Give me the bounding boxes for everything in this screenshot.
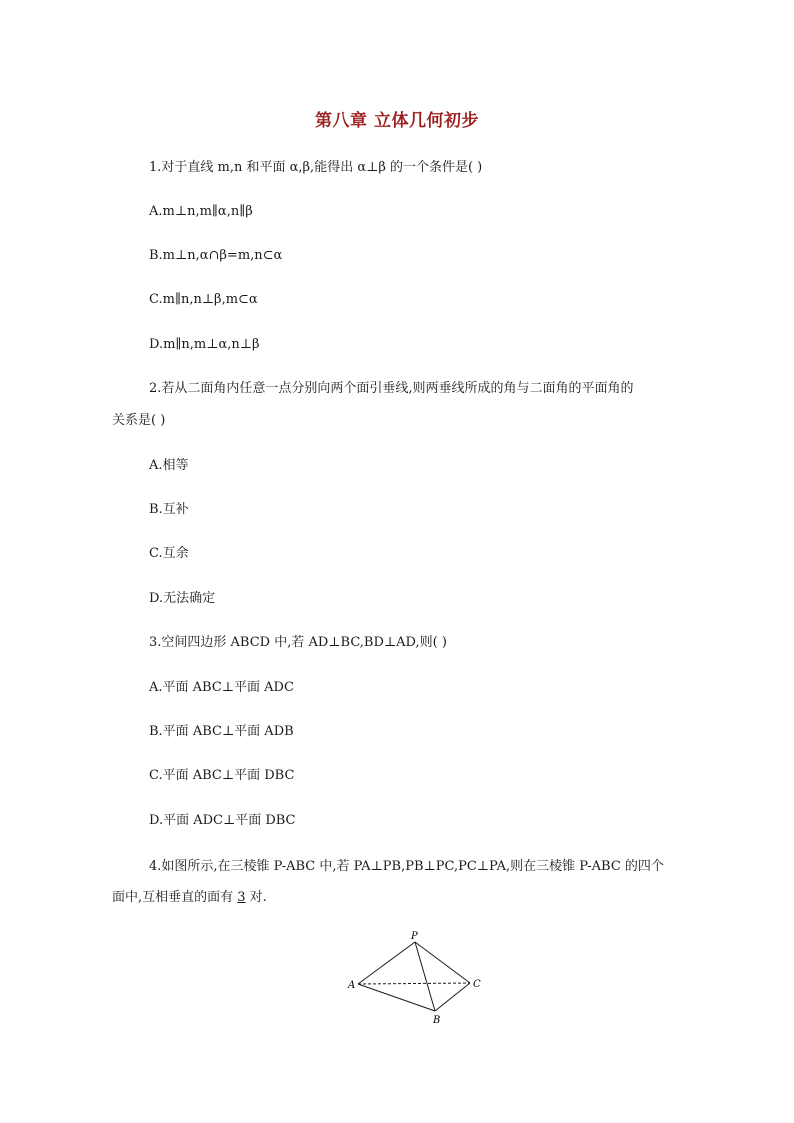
question-3-option-a: A.平面 ABC⊥平面 ADC	[149, 680, 294, 695]
question-2-option-b: B.互补	[149, 502, 189, 517]
question-3-option-d: D.平面 ADC⊥平面 DBC	[149, 813, 296, 828]
question-2-stem-continued: 关系是( )	[112, 413, 166, 428]
question-1-option-a: A.m⊥n,m∥α,n∥β	[149, 204, 253, 219]
question-4-text: 如图所示,在三棱锥 P-ABC 中,若 PA⊥PB,PB⊥PC,PC⊥PA,则在三棱锥 P-ABC 的四个	[161, 859, 664, 874]
question-2-option-d: D.无法确定	[149, 591, 216, 606]
question-2-option-c: C.互余	[149, 546, 189, 561]
question-4-stem	[149, 858, 664, 876]
question-1-option-d: D.m∥n,m⊥α,n⊥β	[149, 337, 260, 352]
edge-pa	[358, 942, 415, 984]
question-1-text: 对于直线 m,n 和平面 α,β,能得出 α⊥β 的一个条件是( )	[161, 160, 483, 175]
question-3-option-c: C.平面 ABC⊥平面 DBC	[149, 768, 295, 783]
edge-ac-hidden	[358, 983, 470, 984]
question-2-number: 2.	[149, 381, 162, 396]
edge-bc	[435, 983, 470, 1011]
edge-pc	[415, 942, 470, 983]
pyramid-figure	[340, 928, 500, 1028]
vertex-label-p: P	[411, 931, 418, 942]
question-4-stem-continued	[112, 889, 267, 907]
question-2-text: 若从二面角内任意一点分别向两个面引垂线,则两垂线所成的角与二面角的平面角的	[161, 381, 634, 396]
chapter-title: 第八章 立体几何初步	[315, 111, 479, 131]
vertex-label-a: A	[348, 980, 356, 991]
question-3-text: 空间四边形 ABCD 中,若 AD⊥BC,BD⊥AD,则( )	[161, 635, 447, 650]
question-1-stem	[149, 159, 482, 177]
vertex-label-b: B	[433, 1015, 441, 1026]
question-4-suffix: 对.	[245, 890, 267, 905]
question-1-option-c: C.m∥n,n⊥β,m⊂α	[149, 292, 258, 307]
question-2-option-a: A.相等	[149, 458, 189, 473]
question-4-prefix: 面中,互相垂直的面有	[112, 890, 238, 905]
vertex-label-c: C	[473, 979, 481, 990]
question-3-option-b: B.平面 ABC⊥平面 ADB	[149, 724, 294, 739]
edge-ab	[358, 984, 435, 1011]
question-1-option-b: B.m⊥n,α∩β=m,n⊂α	[149, 248, 283, 263]
question-4-number: 4.	[149, 859, 162, 874]
question-4-answer-blank: 3	[237, 890, 246, 905]
question-1-number: 1.	[149, 160, 162, 175]
question-3-number: 3.	[149, 635, 162, 650]
edge-pb	[415, 942, 435, 1011]
question-3-stem	[149, 634, 447, 652]
question-2-stem	[149, 380, 634, 398]
